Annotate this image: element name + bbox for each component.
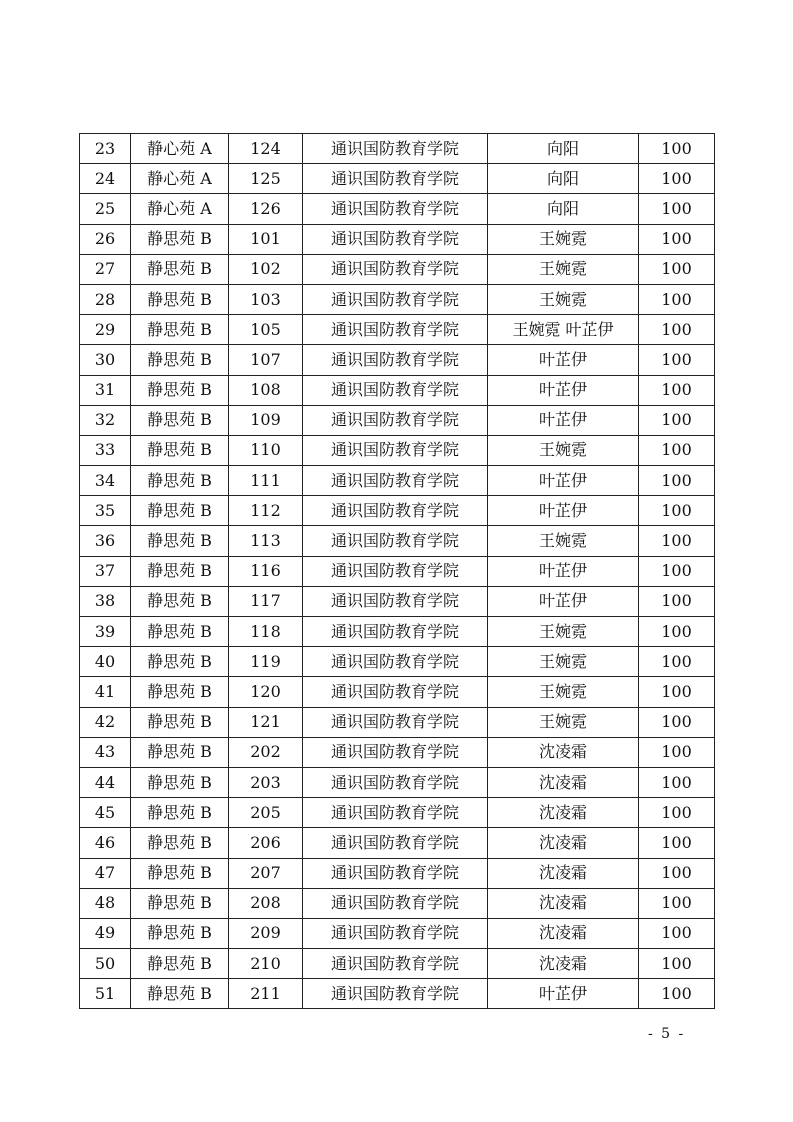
building-cell: 静心苑 A [131,134,229,164]
counselor-cell: 沈凌霜 [488,858,639,888]
table-row [80,224,715,254]
row-index-cell: 51 [80,979,131,1009]
score-cell: 100 [639,677,715,707]
score-cell: 100 [639,918,715,948]
room-number-cell: 203 [229,767,303,797]
room-number-cell: 205 [229,798,303,828]
score-cell: 100 [639,526,715,556]
building-cell: 静思苑 B [131,858,229,888]
counselor-cell: 王婉霓 [488,647,639,677]
counselor-cell: 沈凌霜 [488,767,639,797]
score-cell: 100 [639,134,715,164]
room-number-cell: 108 [229,375,303,405]
room-number-cell: 124 [229,134,303,164]
score-cell: 100 [639,949,715,979]
table-row [80,707,715,737]
counselor-cell: 向阳 [488,134,639,164]
table-row [80,315,715,345]
room-number-cell: 121 [229,707,303,737]
counselor-cell: 叶芷伊 [488,466,639,496]
row-index-cell: 34 [80,466,131,496]
college-cell: 通识国防教育学院 [303,526,488,556]
table-row [80,767,715,797]
row-index-cell: 29 [80,315,131,345]
college-cell: 通识国防教育学院 [303,254,488,284]
row-index-cell: 37 [80,556,131,586]
building-cell: 静思苑 B [131,737,229,767]
room-number-cell: 210 [229,949,303,979]
counselor-cell: 沈凌霜 [488,828,639,858]
college-cell: 通识国防教育学院 [303,164,488,194]
building-cell: 静思苑 B [131,526,229,556]
building-cell: 静思苑 B [131,828,229,858]
row-index-cell: 32 [80,405,131,435]
room-number-cell: 125 [229,164,303,194]
counselor-cell: 向阳 [488,194,639,224]
counselor-cell: 叶芷伊 [488,979,639,1009]
row-index-cell: 23 [80,134,131,164]
row-index-cell: 48 [80,888,131,918]
score-cell: 100 [639,707,715,737]
college-cell: 通识国防教育学院 [303,556,488,586]
building-cell: 静思苑 B [131,345,229,375]
score-cell: 100 [639,254,715,284]
college-cell: 通识国防教育学院 [303,767,488,797]
row-index-cell: 50 [80,949,131,979]
score-cell: 100 [639,164,715,194]
table-row [80,496,715,526]
room-number-cell: 120 [229,677,303,707]
building-cell: 静思苑 B [131,224,229,254]
room-number-cell: 117 [229,586,303,616]
table-row [80,918,715,948]
counselor-cell: 王婉霓 [488,224,639,254]
building-cell: 静思苑 B [131,647,229,677]
table-row [80,164,715,194]
page-number: - 5 - [648,1026,686,1042]
score-cell: 100 [639,979,715,1009]
table-row [80,858,715,888]
room-number-cell: 101 [229,224,303,254]
row-index-cell: 30 [80,345,131,375]
college-cell: 通识国防教育学院 [303,435,488,465]
college-cell: 通识国防教育学院 [303,918,488,948]
score-cell: 100 [639,345,715,375]
table-row [80,586,715,616]
score-cell: 100 [639,647,715,677]
score-cell: 100 [639,798,715,828]
row-index-cell: 47 [80,858,131,888]
row-index-cell: 40 [80,647,131,677]
college-cell: 通识国防教育学院 [303,798,488,828]
building-cell: 静思苑 B [131,556,229,586]
building-cell: 静思苑 B [131,435,229,465]
counselor-cell: 叶芷伊 [488,496,639,526]
score-cell: 100 [639,405,715,435]
room-number-cell: 119 [229,647,303,677]
table-row [80,888,715,918]
table-row [80,435,715,465]
table-row [80,466,715,496]
score-cell: 100 [639,888,715,918]
row-index-cell: 27 [80,254,131,284]
building-cell: 静思苑 B [131,405,229,435]
college-cell: 通识国防教育学院 [303,315,488,345]
row-index-cell: 45 [80,798,131,828]
row-index-cell: 28 [80,284,131,314]
score-cell: 100 [639,315,715,345]
college-cell: 通识国防教育学院 [303,284,488,314]
college-cell: 通识国防教育学院 [303,405,488,435]
room-number-cell: 116 [229,556,303,586]
counselor-cell: 叶芷伊 [488,345,639,375]
row-index-cell: 25 [80,194,131,224]
table-row [80,677,715,707]
room-number-cell: 112 [229,496,303,526]
counselor-cell: 叶芷伊 [488,375,639,405]
room-number-cell: 107 [229,345,303,375]
table-row [80,254,715,284]
counselor-cell: 叶芷伊 [488,405,639,435]
table-row [80,737,715,767]
room-table-body [80,134,715,1009]
score-cell: 100 [639,435,715,465]
building-cell: 静思苑 B [131,888,229,918]
counselor-cell: 王婉霓 [488,677,639,707]
college-cell: 通识国防教育学院 [303,496,488,526]
counselor-cell: 王婉霓 [488,617,639,647]
table-row [80,194,715,224]
college-cell: 通识国防教育学院 [303,345,488,375]
room-table [79,133,715,1009]
counselor-cell: 沈凌霜 [488,798,639,828]
row-index-cell: 44 [80,767,131,797]
score-cell: 100 [639,586,715,616]
score-cell: 100 [639,224,715,254]
score-cell: 100 [639,556,715,586]
row-index-cell: 42 [80,707,131,737]
row-index-cell: 31 [80,375,131,405]
room-number-cell: 118 [229,617,303,647]
room-number-cell: 113 [229,526,303,556]
college-cell: 通识国防教育学院 [303,586,488,616]
score-cell: 100 [639,767,715,797]
room-number-cell: 209 [229,918,303,948]
counselor-cell: 王婉霓 [488,254,639,284]
score-cell: 100 [639,828,715,858]
counselor-cell: 沈凌霜 [488,949,639,979]
college-cell: 通识国防教育学院 [303,194,488,224]
room-number-cell: 102 [229,254,303,284]
building-cell: 静思苑 B [131,586,229,616]
counselor-cell: 沈凌霜 [488,918,639,948]
room-number-cell: 111 [229,466,303,496]
building-cell: 静思苑 B [131,918,229,948]
room-number-cell: 126 [229,194,303,224]
table-row [80,134,715,164]
table-row [80,617,715,647]
college-cell: 通识国防教育学院 [303,979,488,1009]
college-cell: 通识国防教育学院 [303,888,488,918]
college-cell: 通识国防教育学院 [303,224,488,254]
college-cell: 通识国防教育学院 [303,617,488,647]
college-cell: 通识国防教育学院 [303,134,488,164]
counselor-cell: 叶芷伊 [488,586,639,616]
table-row [80,828,715,858]
building-cell: 静思苑 B [131,254,229,284]
room-number-cell: 207 [229,858,303,888]
row-index-cell: 41 [80,677,131,707]
table-row [80,979,715,1009]
building-cell: 静思苑 B [131,707,229,737]
room-number-cell: 211 [229,979,303,1009]
table-row [80,556,715,586]
table-row [80,798,715,828]
building-cell: 静思苑 B [131,617,229,647]
building-cell: 静思苑 B [131,375,229,405]
college-cell: 通识国防教育学院 [303,466,488,496]
score-cell: 100 [639,496,715,526]
building-cell: 静思苑 B [131,315,229,345]
table-row [80,647,715,677]
room-number-cell: 208 [229,888,303,918]
table-row [80,284,715,314]
college-cell: 通识国防教育学院 [303,375,488,405]
row-index-cell: 33 [80,435,131,465]
room-number-cell: 103 [229,284,303,314]
counselor-cell: 王婉霓 叶芷伊 [488,315,639,345]
room-number-cell: 202 [229,737,303,767]
score-cell: 100 [639,617,715,647]
table-row [80,949,715,979]
counselor-cell: 王婉霓 [488,707,639,737]
row-index-cell: 46 [80,828,131,858]
table-row [80,526,715,556]
counselor-cell: 王婉霓 [488,526,639,556]
building-cell: 静思苑 B [131,466,229,496]
score-cell: 100 [639,858,715,888]
row-index-cell: 43 [80,737,131,767]
college-cell: 通识国防教育学院 [303,677,488,707]
building-cell: 静思苑 B [131,767,229,797]
score-cell: 100 [639,284,715,314]
counselor-cell: 叶芷伊 [488,556,639,586]
score-cell: 100 [639,375,715,405]
room-number-cell: 105 [229,315,303,345]
building-cell: 静心苑 A [131,164,229,194]
score-cell: 100 [639,737,715,767]
counselor-cell: 向阳 [488,164,639,194]
college-cell: 通识国防教育学院 [303,647,488,677]
table-row [80,345,715,375]
college-cell: 通识国防教育学院 [303,828,488,858]
counselor-cell: 王婉霓 [488,284,639,314]
college-cell: 通识国防教育学院 [303,737,488,767]
score-cell: 100 [639,466,715,496]
building-cell: 静思苑 B [131,677,229,707]
building-cell: 静思苑 B [131,949,229,979]
row-index-cell: 24 [80,164,131,194]
row-index-cell: 49 [80,918,131,948]
building-cell: 静思苑 B [131,979,229,1009]
row-index-cell: 35 [80,496,131,526]
room-number-cell: 206 [229,828,303,858]
row-index-cell: 39 [80,617,131,647]
building-cell: 静心苑 A [131,194,229,224]
counselor-cell: 沈凌霜 [488,888,639,918]
college-cell: 通识国防教育学院 [303,949,488,979]
college-cell: 通识国防教育学院 [303,858,488,888]
room-number-cell: 110 [229,435,303,465]
row-index-cell: 36 [80,526,131,556]
row-index-cell: 26 [80,224,131,254]
building-cell: 静思苑 B [131,496,229,526]
college-cell: 通识国防教育学院 [303,707,488,737]
counselor-cell: 沈凌霜 [488,737,639,767]
building-cell: 静思苑 B [131,284,229,314]
score-cell: 100 [639,194,715,224]
table-row [80,405,715,435]
building-cell: 静思苑 B [131,798,229,828]
room-number-cell: 109 [229,405,303,435]
row-index-cell: 38 [80,586,131,616]
table-row [80,375,715,405]
counselor-cell: 王婉霓 [488,435,639,465]
